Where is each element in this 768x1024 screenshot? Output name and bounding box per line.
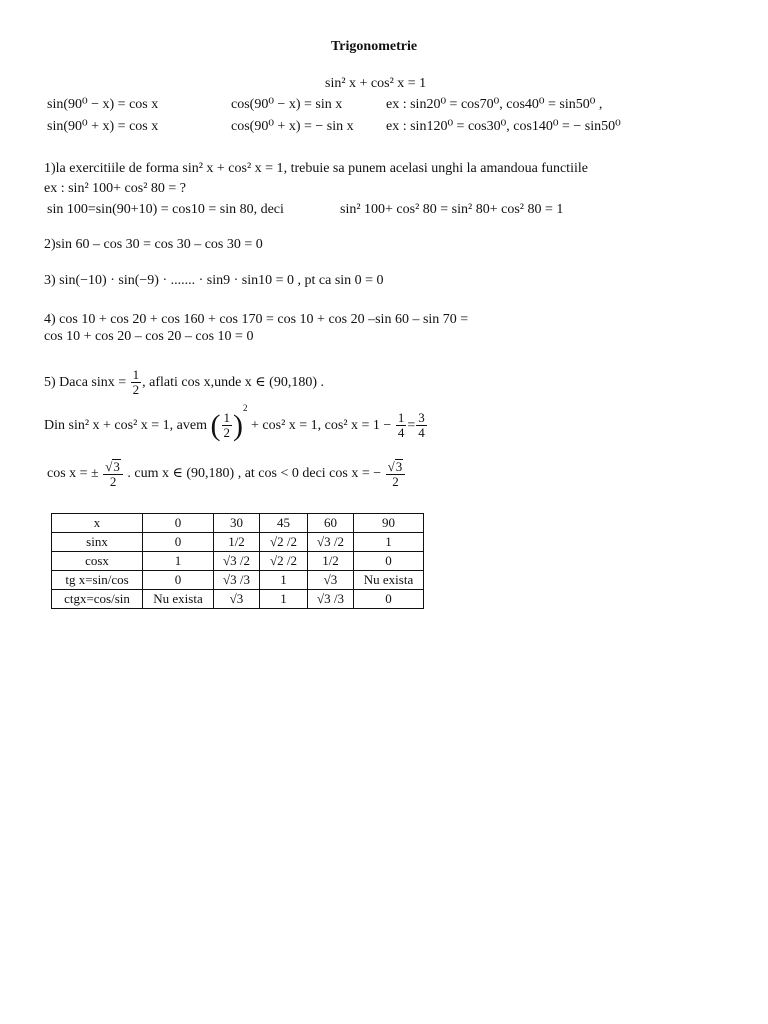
- table-cell: √3: [214, 590, 260, 609]
- ex5-post: , aflati cos x,unde: [142, 375, 242, 390]
- table-cell: 1: [260, 571, 308, 590]
- table-cell: √3 /2: [308, 533, 354, 552]
- rule-sin-90-minus: sin(90⁰ − x) = cos x: [47, 97, 159, 112]
- fraction-half-squared: $\frac{1}{2}$: [223, 410, 231, 441]
- trig-values-table: [51, 513, 424, 609]
- ex5-pre: 5) Daca sinx =: [44, 375, 127, 390]
- fraction-one-quarter: $\frac{1}{4}$: [397, 410, 405, 441]
- exercise-1-step: sin 100=sin(90+10) = cos10 = sin 80, deci: [47, 202, 284, 217]
- table-header-row: [52, 514, 424, 533]
- page-title: Trigonometrie: [331, 39, 418, 54]
- table-header-cell: x: [52, 514, 143, 533]
- ex5-din-formula: sin² x + cos² x = 1, avem: [68, 418, 208, 433]
- table-cell: Nu exista: [354, 571, 424, 590]
- table-row: [52, 590, 424, 609]
- table-row: [52, 552, 424, 571]
- table-cell: √3 /2: [214, 552, 260, 571]
- exercise-5-statement: [44, 366, 324, 400]
- exercise-3: 3) sin(−10) · sin(−9) · ....... · sin9 · sin10 = 0 , pt ca sin 0 = 0: [44, 273, 384, 288]
- ex5-cum: . cum: [127, 466, 159, 481]
- table-cell: 1/2: [308, 552, 354, 571]
- table-cell: √2 /2: [260, 533, 308, 552]
- table-cell: 0: [354, 552, 424, 571]
- ex5-final: cos x = −: [329, 466, 382, 481]
- table-cell: 0: [354, 590, 424, 609]
- rule-cos-90-minus: cos(90⁰ − x) = sin x: [231, 97, 343, 112]
- table-header-cell: 90: [354, 514, 424, 533]
- ex5-cos2: cos² x = 1 −: [324, 418, 392, 433]
- table-row: [52, 571, 424, 590]
- table-cell: 0: [143, 533, 214, 552]
- fraction-minus-sqrt3-over-2: $\frac{√3}{2}$: [386, 459, 406, 489]
- exercise-1-intro: [44, 161, 588, 177]
- table-cell: sinx: [52, 533, 143, 552]
- exercise-4-line-1: 4) cos 10 + cos 20 + cos 160 + cos 170 = cos 10 + cos 20 –sin 60 – sin 70 =: [44, 312, 469, 327]
- table-cell: 1: [143, 552, 214, 571]
- table-header-cell: 0: [143, 514, 214, 533]
- exercise-2: 2)sin 60 – cos 30 = cos 30 – cos 30 = 0: [44, 237, 263, 252]
- fraction-sqrt3-over-2: $\frac{√3}{2}$: [103, 459, 123, 489]
- table-cell: 1: [354, 533, 424, 552]
- table-cell: 1/2: [214, 533, 260, 552]
- rule-sin-90-plus: sin(90⁰ + x) = cos x: [47, 119, 159, 134]
- ex5-din: Din: [44, 418, 65, 433]
- table-cell: √3 /3: [308, 590, 354, 609]
- exercise-5-conclusion: [47, 455, 406, 493]
- table-header-cell: 30: [214, 514, 260, 533]
- table-cell: √3 /3: [214, 571, 260, 590]
- table-cell: √2 /2: [260, 552, 308, 571]
- rule-example-2: ex : sin120⁰ = cos30⁰, cos140⁰ = − sin50⁰: [386, 119, 621, 134]
- fraction-three-quarters: $\frac{3}{4}$: [418, 410, 425, 441]
- ex5-domain: x ∈ (90,180) .: [244, 375, 324, 390]
- ex1-intro-formula: sin² x + cos² x = 1: [182, 161, 284, 176]
- ex5-cos-pm: cos x = ±: [47, 466, 99, 481]
- exercise-1-result: sin² 100+ cos² 80 = sin² 80+ cos² 80 = 1: [340, 202, 564, 217]
- table-header-cell: 45: [260, 514, 308, 533]
- exercise-4-line-2: cos 10 + cos 20 – cos 20 – cos 10 = 0: [44, 329, 254, 344]
- exercise-5-derivation: Din sin² x + cos² x = 1, avem ( $\frac{1}{2}$ )$^2$ + cos² x = 1, cos² x = 1 − $\frac{1}{4}$ = $\frac{3}{4}$: [44, 403, 425, 442]
- table-cell: ctgx=cos/sin: [52, 590, 143, 609]
- table-cell: cosx: [52, 552, 143, 571]
- exercise-1-example: ex : sin² 100+ cos² 80 = ?: [44, 181, 187, 196]
- rule-example-1: ex : sin20⁰ = cos70⁰, cos40⁰ = sin50⁰ ,: [386, 97, 603, 112]
- fraction-one-half: $\frac{1}{2}$: [132, 367, 140, 398]
- table-header-cell: 60: [308, 514, 354, 533]
- rule-cos-90-plus: cos(90⁰ + x) = − sin x: [231, 119, 354, 134]
- table-cell: 0: [143, 571, 214, 590]
- table-row: [52, 533, 424, 552]
- ex1-intro-post: , trebuie sa punem acelasi unghi la amandoua functiile: [283, 161, 588, 176]
- table-cell: 1: [260, 590, 308, 609]
- table-cell: tg x=sin/cos: [52, 571, 143, 590]
- ex1-intro-pre: 1)la exercitiile de forma: [44, 161, 179, 176]
- ex5-plus-cos: + cos² x = 1,: [251, 418, 322, 433]
- identity-formula: sin² x + cos² x = 1: [325, 76, 427, 91]
- table-cell: √3: [308, 571, 354, 590]
- table-cell: Nu exista: [143, 590, 214, 609]
- ex5-cum-domain: x ∈ (90,180) , at cos < 0 deci: [162, 466, 326, 481]
